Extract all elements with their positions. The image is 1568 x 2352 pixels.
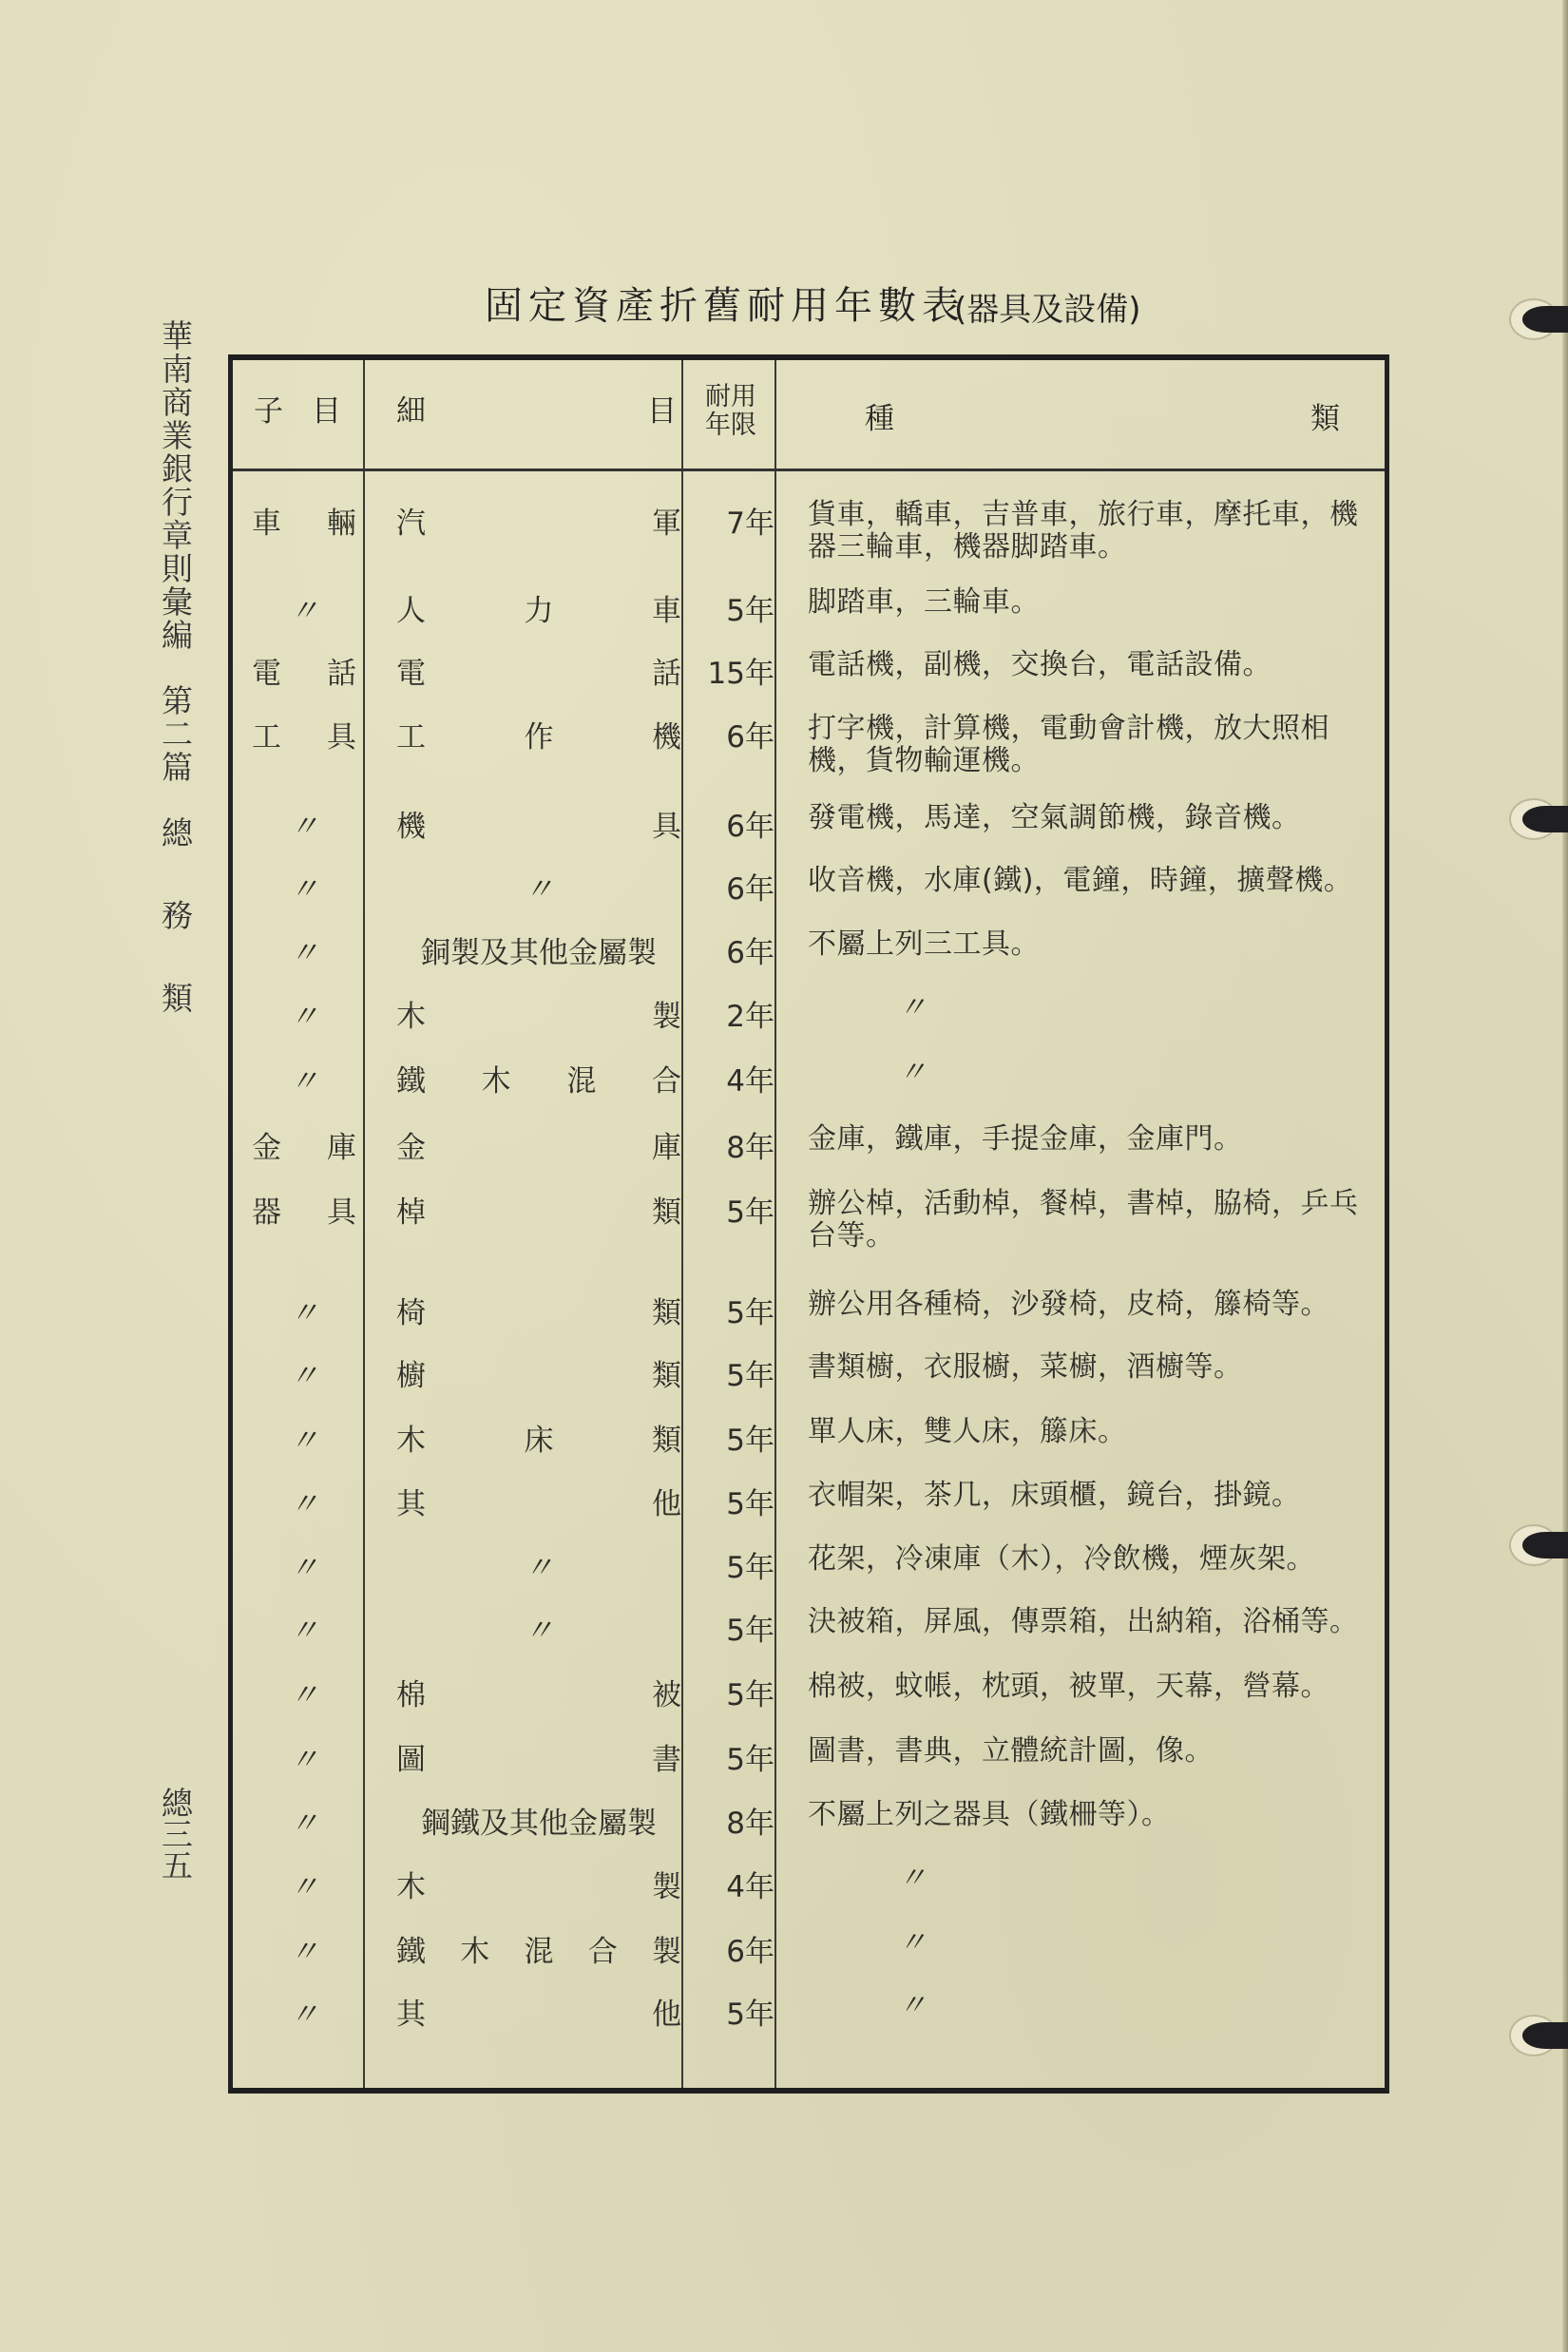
sub-item-text: 具: [327, 720, 356, 755]
cell-kinds: 貨車，轎車，吉普車，旅行車，摩托車，機器三輪車，機器脚踏車。: [808, 498, 1359, 564]
cell-useful-life: 15年: [707, 657, 774, 691]
table-row: [233, 648, 1385, 691]
table-row: [233, 1479, 1385, 1521]
sub-item-text: 〃: [289, 1296, 319, 1330]
cell-kinds: 棉被，蚊帳，枕頭，被單，天幕，營幕。: [808, 1670, 1329, 1703]
sub-item-text: 〃: [289, 1678, 319, 1712]
detail-item-text: 銅製及其他金屬製: [421, 936, 657, 970]
cell-detail-item: [396, 499, 681, 542]
cell-kinds: 決被箱，屏風，傳票箱，出納箱，浴桶等。: [808, 1605, 1359, 1638]
cell-useful-life: 2年: [726, 1000, 774, 1034]
cell-detail-item: [396, 1863, 681, 1905]
detail-item-text: 他: [652, 1998, 681, 2032]
document-subtitle: (器具及設備): [954, 291, 1141, 329]
detail-item-text: 軍: [652, 507, 681, 541]
sub-item-text: 〃: [289, 810, 319, 844]
detail-item-text: 木: [396, 1000, 426, 1034]
cell-useful-life: 6年: [726, 872, 774, 907]
detail-item-text: 製: [652, 1000, 681, 1034]
category-char: 務: [157, 899, 194, 932]
cell-useful-life: 5年: [726, 1296, 774, 1330]
table-row: [233, 1542, 1385, 1585]
detail-item-text: 其: [396, 1487, 426, 1521]
sub-item-text: 車: [252, 507, 281, 541]
cell-kinds: 衣帽架，茶几，床頭櫃，鏡台，掛鏡。: [808, 1479, 1301, 1512]
detail-item-text: 床: [524, 1424, 554, 1458]
cell-kinds: 不屬上列之器具（鐵柵等）。: [808, 1798, 1171, 1831]
header-divider: [233, 468, 1385, 471]
table-row: [233, 1187, 1385, 1252]
cell-sub-item: [252, 802, 356, 845]
sub-item-text: 〃: [289, 936, 319, 970]
cell-kinds: 〃: [898, 1926, 927, 1960]
cell-detail-item: [396, 649, 681, 692]
header-line: 年限: [705, 411, 756, 440]
cell-detail-item: [396, 928, 681, 971]
header-char: 目: [312, 394, 341, 429]
cell-useful-life: 8年: [726, 1807, 774, 1841]
detail-item-text: 〃: [524, 1551, 554, 1585]
cell-sub-item: [252, 1799, 356, 1842]
cell-kinds: 打字機，計算機，電動會計機，放大照相機，貨物輸運機。: [808, 712, 1329, 777]
cell-detail-item: [396, 1057, 681, 1100]
detail-item-text: 木: [396, 1424, 426, 1458]
cell-sub-item: [252, 1606, 356, 1649]
sub-item-text: 〃: [289, 872, 319, 907]
cell-sub-item: [252, 1543, 356, 1586]
book-title: 華南商業銀行章則彙編: [157, 319, 194, 652]
document-title: 固定資產折舊耐用年數表: [485, 284, 966, 328]
side-margin-header: [154, 319, 196, 1015]
cell-sub-item: [252, 1927, 356, 1970]
cell-kinds: 〃: [898, 1989, 927, 2022]
detail-item-text: 製: [652, 1870, 681, 1904]
table-row: [233, 1926, 1385, 1969]
sub-item-text: 〃: [289, 1551, 319, 1585]
cell-detail-item: [396, 1188, 681, 1231]
category-char: 類: [157, 982, 194, 1015]
detail-item-text: 圖: [396, 1743, 426, 1777]
detail-item-text: 話: [652, 657, 681, 691]
cell-sub-item: [252, 1289, 356, 1331]
sub-item-text: 〃: [289, 1359, 319, 1393]
cell-detail-item: [396, 865, 681, 908]
detail-item-text: 電: [396, 657, 426, 691]
cell-sub-item: [252, 1351, 356, 1394]
detail-item-text: 鐵: [396, 1064, 426, 1099]
sub-item-text: 〃: [289, 1743, 319, 1777]
table-row: [233, 585, 1385, 628]
detail-item-text: 製: [652, 1935, 681, 1969]
sub-item-text: 〃: [289, 1870, 319, 1904]
detail-item-text: 機: [396, 810, 426, 844]
sub-item-text: 〃: [289, 1424, 319, 1458]
cell-useful-life: 4年: [726, 1870, 774, 1904]
cell-kinds: 圖書，書典，立體統計圖，像。: [808, 1734, 1214, 1768]
cell-useful-life: 6年: [726, 720, 774, 755]
cell-sub-item: [252, 649, 356, 692]
detail-item-text: 書: [652, 1743, 681, 1777]
cell-detail-item: [396, 1289, 681, 1331]
cell-sub-item: [252, 1480, 356, 1522]
header-char: 細: [396, 394, 426, 429]
cell-useful-life: 5年: [726, 594, 774, 628]
cell-kinds: 不屬上列三工具。: [808, 927, 1040, 961]
cell-useful-life: 4年: [726, 1064, 774, 1099]
cell-detail-item: [396, 1543, 681, 1586]
sub-item-text: 〃: [289, 1064, 319, 1099]
detail-item-text: 類: [652, 1359, 681, 1393]
header-char: 種: [865, 402, 894, 436]
detail-item-text: 木: [396, 1870, 426, 1904]
cell-useful-life: 5年: [726, 1678, 774, 1712]
detail-item-text: 合: [651, 1064, 681, 1099]
sub-item-text: 話: [327, 657, 356, 691]
cell-detail-item: [396, 1990, 681, 2033]
table-row: [233, 1415, 1385, 1458]
cell-useful-life: 7年: [726, 507, 774, 541]
detail-item-text: 〃: [524, 1614, 554, 1648]
cell-sub-item: [252, 586, 356, 629]
cell-sub-item: [252, 928, 356, 971]
page-edge: [1562, 0, 1568, 2352]
table-row: [233, 1989, 1385, 2032]
cell-kinds: 書類櫥，衣服櫥，菜櫥，酒櫥等。: [808, 1350, 1243, 1384]
cell-useful-life: 5年: [726, 1614, 774, 1648]
table-row: [233, 498, 1385, 564]
cell-kinds: 電話機，副機，交換台，電話設備。: [808, 648, 1272, 681]
detail-item-text: 類: [652, 1424, 681, 1458]
table-row: [233, 1605, 1385, 1648]
cell-useful-life: 5年: [726, 1551, 774, 1585]
detail-item-text: 力: [524, 594, 554, 628]
table-row: [233, 1670, 1385, 1712]
sub-item-text: 〃: [289, 594, 319, 628]
sub-item-text: 金: [252, 1131, 281, 1165]
header-kinds: [865, 394, 1340, 437]
header-char: 目: [647, 394, 677, 429]
header-char: 類: [1310, 402, 1340, 436]
cell-detail-item: [396, 586, 681, 629]
cell-sub-item: [252, 992, 356, 1035]
cell-kinds: 發電機，馬達，空氣調節機，錄音機。: [808, 801, 1301, 834]
detail-item-text: 櫥: [396, 1359, 426, 1393]
cell-sub-item: [252, 1057, 356, 1100]
sub-item-text: 〃: [289, 1487, 319, 1521]
header-useful-life: [693, 383, 769, 440]
detail-item-text: 合: [587, 1935, 618, 1969]
sub-item-text: 〃: [289, 1807, 319, 1841]
binder-hole-icon: [1509, 2013, 1568, 2056]
sub-item-text: 具: [327, 1195, 356, 1230]
binder-hole-icon: [1509, 796, 1568, 840]
cell-detail-item: [396, 1927, 681, 1970]
detail-item-text: 金: [396, 1131, 426, 1165]
table-row: [233, 801, 1385, 844]
cell-useful-life: 5年: [726, 1487, 774, 1521]
sub-item-text: 工: [252, 720, 281, 755]
cell-detail-item: [396, 992, 681, 1035]
cell-useful-life: 8年: [726, 1131, 774, 1165]
cell-useful-life: 5年: [726, 1424, 774, 1458]
cell-kinds: 〃: [898, 991, 927, 1024]
header-detail-item: [396, 387, 677, 430]
cell-kinds: 辦公棹，活動棹，餐棹，書棹，脇椅，乒乓台等。: [808, 1187, 1359, 1252]
detail-item-text: 類: [652, 1296, 681, 1330]
cell-sub-item: [252, 1188, 356, 1231]
cell-sub-item: [252, 1735, 356, 1778]
cell-detail-item: [396, 1416, 681, 1459]
cell-detail-item: [396, 1480, 681, 1522]
cell-kinds: 辦公用各種椅，沙發椅，皮椅，籐椅等。: [808, 1288, 1329, 1321]
cell-detail-item: [396, 802, 681, 845]
cell-kinds: 單人床，雙人床，籐床。: [808, 1415, 1127, 1448]
cell-sub-item: [252, 713, 356, 755]
table-row: [233, 1798, 1385, 1841]
cell-kinds: 〃: [898, 1862, 927, 1895]
cell-useful-life: 6年: [726, 1935, 774, 1969]
detail-item-text: 〃: [524, 872, 554, 907]
cell-kinds: 金庫，鐵庫，手提金庫，金庫門。: [808, 1122, 1243, 1156]
detail-item-text: 混: [524, 1935, 554, 1969]
sub-item-text: 電: [252, 657, 281, 691]
cell-detail-item: [396, 1351, 681, 1394]
detail-item-text: 棉: [396, 1678, 426, 1712]
header-char: 子: [254, 394, 283, 429]
table-row: [233, 712, 1385, 777]
cell-useful-life: 6年: [726, 936, 774, 970]
binder-hole-icon: [1509, 1522, 1568, 1566]
header-sub-item: [254, 387, 341, 430]
cell-detail-item: [396, 1735, 681, 1778]
cell-useful-life: 5年: [726, 1359, 774, 1393]
table-row: [233, 864, 1385, 907]
cell-sub-item: [252, 865, 356, 908]
cell-sub-item: [252, 1123, 356, 1166]
cell-detail-item: [396, 1606, 681, 1649]
table-row: [233, 991, 1385, 1034]
cell-kinds: 收音機，水庫(鐵)，電鐘，時鐘，擴聲機。: [808, 864, 1353, 897]
sub-item-text: 〃: [289, 1935, 319, 1969]
detail-item-text: 混: [566, 1064, 597, 1099]
sub-item-text: 器: [252, 1195, 281, 1230]
table-row: [233, 1288, 1385, 1330]
detail-item-text: 具: [652, 810, 681, 844]
detail-item-text: 被: [652, 1678, 681, 1712]
sub-item-text: 〃: [289, 1000, 319, 1034]
category-char: 總: [157, 816, 194, 850]
detail-item-text: 鐵: [396, 1935, 426, 1969]
cell-useful-life: 5年: [726, 1195, 774, 1230]
detail-item-text: 其: [396, 1998, 426, 2032]
table-row: [233, 1862, 1385, 1904]
sub-item-text: 〃: [289, 1998, 319, 2032]
detail-item-text: 他: [652, 1487, 681, 1521]
depreciation-table: [228, 354, 1389, 2094]
sub-item-text: 輛: [327, 507, 356, 541]
sub-item-text: 庫: [327, 1131, 356, 1165]
detail-item-text: 棹: [396, 1195, 426, 1230]
detail-item-text: 車: [652, 594, 681, 628]
table-row: [233, 1122, 1385, 1165]
detail-item-text: 汽: [396, 507, 426, 541]
cell-detail-item: [396, 1671, 681, 1713]
detail-item-text: 人: [396, 594, 426, 628]
page-number: 總三五: [157, 1787, 194, 1881]
cell-sub-item: [252, 499, 356, 542]
table-row: [233, 1056, 1385, 1099]
cell-kinds: 花架，冷凍庫（木），冷飲機，煙灰架。: [808, 1542, 1315, 1576]
header-line: 耐用: [705, 382, 756, 411]
detail-item-text: 工: [396, 720, 426, 755]
cell-detail-item: [396, 1799, 681, 1842]
detail-item-text: 木: [481, 1064, 511, 1099]
detail-item-text: 庫: [652, 1131, 681, 1165]
part-label: 第二篇: [157, 684, 194, 784]
table-row: [233, 927, 1385, 970]
binder-hole-icon: [1509, 296, 1568, 340]
sub-item-text: 〃: [289, 1614, 319, 1648]
cell-useful-life: 5年: [726, 1998, 774, 2032]
cell-detail-item: [396, 1123, 681, 1166]
cell-sub-item: [252, 1671, 356, 1713]
cell-sub-item: [252, 1990, 356, 2033]
cell-kinds: 〃: [898, 1056, 927, 1089]
detail-item-text: 鋼鐵及其他金屬製: [421, 1807, 657, 1841]
cell-sub-item: [252, 1863, 356, 1905]
detail-item-text: 類: [652, 1195, 681, 1230]
detail-item-text: 機: [652, 720, 681, 755]
cell-kinds: 脚踏車，三輪車。: [808, 585, 1040, 619]
cell-sub-item: [252, 1416, 356, 1459]
detail-item-text: 木: [460, 1935, 490, 1969]
table-row: [233, 1734, 1385, 1777]
cell-useful-life: 5年: [726, 1743, 774, 1777]
detail-item-text: 作: [524, 720, 554, 755]
cell-useful-life: 6年: [726, 810, 774, 844]
detail-item-text: 椅: [396, 1296, 426, 1330]
cell-detail-item: [396, 713, 681, 755]
table-row: [233, 1350, 1385, 1393]
